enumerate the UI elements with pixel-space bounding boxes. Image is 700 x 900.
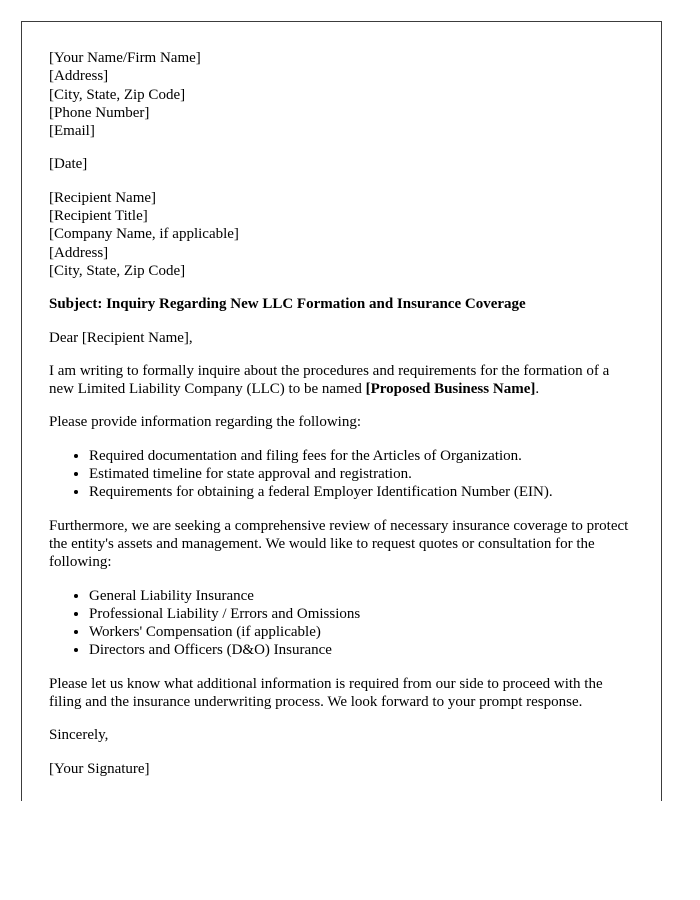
proposed-business-name: [Proposed Business Name]	[365, 381, 536, 398]
recipient-title-line: [Recipient Title]	[49, 208, 148, 225]
list-item: • Directors and Officers (D&O) Insurance	[89, 641, 637, 659]
insurance-list	[49, 587, 637, 660]
date-line: [Date]	[49, 156, 88, 173]
intro-suffix: .	[535, 381, 540, 398]
sender-phone-line: [Phone Number]	[49, 104, 150, 121]
list-item: • Required documentation and filing fees for the Articles of Organization.	[89, 447, 637, 465]
recipient-block	[49, 189, 637, 280]
recipient-address-line: [Address]	[49, 244, 109, 261]
recipient-city-line: [City, State, Zip Code]	[49, 262, 186, 279]
recipient-company-line: [Company Name, if applicable]	[49, 226, 239, 243]
intro-paragraph	[49, 362, 637, 399]
signoff: Sincerely,	[49, 727, 109, 744]
sender-city-line: [City, State, Zip Code]	[49, 86, 186, 103]
recipient-name-line: [Recipient Name]	[49, 189, 157, 206]
closing-paragraph: Please let us know what additional information is required from our side to proceed with the filing and the insurance underwriting process. We look forward to your prompt response.	[49, 675, 603, 711]
list-item: • Requirements for obtaining a federal Employer Identification Number (EIN).	[89, 483, 637, 501]
salutation: Dear [Recipient Name],	[49, 329, 193, 346]
sender-email-line: [Email]	[49, 123, 95, 140]
list-item: • Workers' Compensation (if applicable)	[89, 623, 637, 641]
list-item: • General Liability Insurance	[89, 587, 637, 605]
signature-placeholder: [Your Signature]	[49, 760, 150, 777]
insurance-paragraph: Furthermore, we are seeking a comprehensive review of necessary insurance coverage to protect the entity's assets and management. We would like to request quotes or consultation for the following:	[49, 517, 629, 571]
sender-name-line: [Your Name/Firm Name]	[49, 50, 201, 66]
intro-text: I am writing to formally inquire about the procedures and requirements for the formation of a new Limited Liability Company (LLC) to be named	[49, 362, 610, 398]
letter-page	[21, 21, 662, 801]
list-item: • Estimated timeline for state approval and registration.	[89, 465, 637, 483]
formation-list	[49, 447, 637, 502]
request-paragraph: Please provide information regarding the following:	[49, 414, 362, 431]
list-item: • Professional Liability / Errors and Omissions	[89, 605, 637, 623]
sender-address-line: [Address]	[49, 68, 109, 85]
sender-block	[49, 49, 637, 140]
subject-line: Subject: Inquiry Regarding New LLC Formation and Insurance Coverage	[49, 296, 526, 313]
